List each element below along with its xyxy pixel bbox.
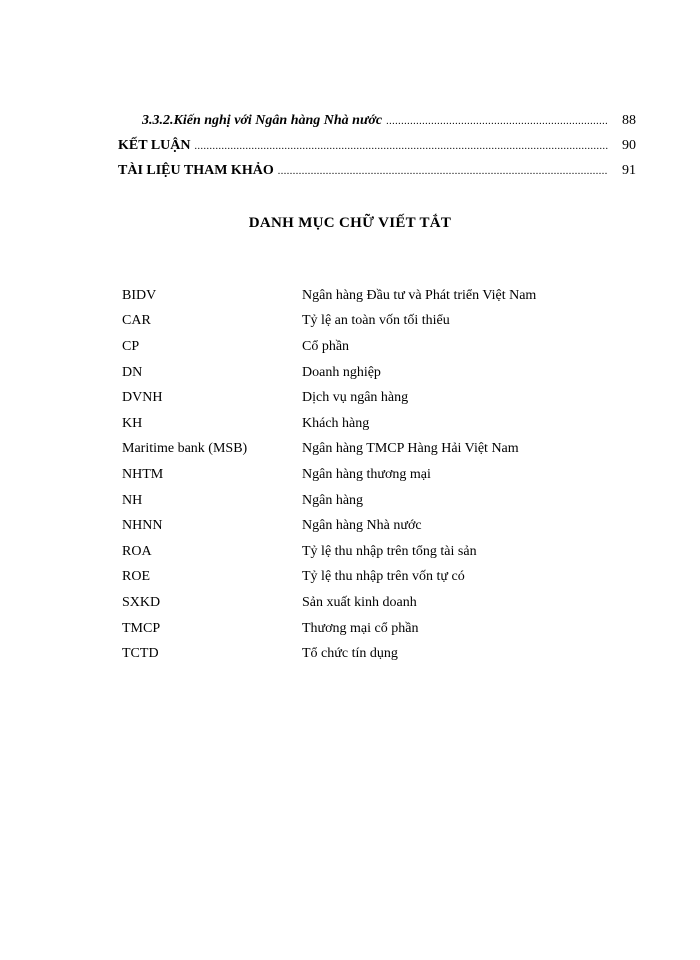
abbreviation-term: DVNH	[122, 390, 163, 406]
abbreviation-term: ROE	[122, 569, 150, 585]
abbreviation-term: NH	[122, 492, 143, 508]
abbreviation-row	[122, 641, 622, 667]
toc-page-number: 91	[622, 163, 636, 178]
abbreviation-meaning: Cổ phần	[302, 338, 350, 354]
abbreviation-term: CAR	[122, 313, 151, 329]
section-heading: DANH MỤC CHỮ VIẾT TẮT	[248, 215, 452, 231]
abbreviation-row	[122, 539, 622, 565]
toc-page-number: 90	[622, 138, 636, 153]
abbreviation-row	[122, 590, 622, 616]
abbreviation-meaning: Sản xuất kinh doanh	[302, 594, 417, 610]
toc-dot-leader	[278, 166, 608, 177]
abbreviation-row	[122, 283, 622, 309]
abbreviation-list	[122, 283, 622, 667]
abbreviation-row	[122, 513, 622, 539]
toc-entry-label: TÀI LIỆU THAM KHẢO	[118, 163, 274, 178]
toc-dot-leader	[386, 116, 608, 127]
abbreviation-meaning: Ngân hàng TMCP Hàng Hải Việt Nam	[302, 441, 519, 457]
abbreviation-row	[122, 360, 622, 386]
abbreviation-term: KH	[122, 415, 143, 431]
abbreviation-term: ROA	[122, 543, 152, 559]
toc-dot-leader	[194, 141, 608, 152]
abbreviation-row	[122, 565, 622, 591]
abbreviation-term: TCTD	[122, 646, 159, 662]
abbreviation-meaning: Tỷ lệ an toàn vốn tối thiểu	[302, 313, 450, 329]
abbreviation-meaning: Ngân hàng	[302, 492, 364, 508]
abbreviation-meaning: Tỷ lệ thu nhập trên tổng tài sản	[302, 543, 477, 559]
toc-entry-label: 3.3.2.Kiến nghị với Ngân hàng Nhà nước	[142, 113, 383, 128]
abbreviation-meaning: Ngân hàng Nhà nước	[302, 518, 422, 534]
abbreviation-row	[122, 488, 622, 514]
abbreviation-meaning: Tổ chức tín dụng	[302, 646, 398, 662]
abbreviation-term: TMCP	[122, 620, 161, 636]
abbreviation-meaning: Thương mại cổ phần	[302, 620, 419, 636]
abbreviation-meaning: Doanh nghiệp	[302, 364, 381, 380]
toc-page-number: 88	[622, 113, 636, 128]
abbreviation-row	[122, 309, 622, 335]
abbreviation-term: NHTM	[122, 466, 164, 482]
toc-entry-tai-lieu[interactable]	[118, 163, 636, 188]
abbreviation-row	[122, 385, 622, 411]
abbreviation-row	[122, 437, 622, 463]
abbreviation-meaning: Tỷ lệ thu nhập trên vốn tự có	[302, 569, 465, 585]
abbreviation-meaning: Ngân hàng Đầu tư và Phát triển Việt Nam	[302, 287, 537, 303]
toc-entry-label: KẾT LUẬN	[118, 138, 191, 153]
abbreviation-term: DN	[122, 364, 143, 380]
abbreviation-term: BIDV	[122, 287, 157, 303]
abbreviation-meaning: Khách hàng	[302, 415, 370, 431]
abbreviation-meaning: Ngân hàng thương mại	[302, 466, 431, 482]
table-of-contents	[118, 113, 636, 188]
abbreviation-row	[122, 616, 622, 642]
abbreviation-term: SXKD	[122, 594, 161, 610]
abbreviation-term: CP	[122, 338, 140, 354]
abbreviation-term: NHNN	[122, 518, 163, 534]
toc-entry-kien-nghi[interactable]	[118, 113, 636, 138]
abbreviation-term: Maritime bank (MSB)	[122, 441, 248, 457]
abbreviation-meaning: Dịch vụ ngân hàng	[302, 390, 409, 406]
toc-entry-ket-luan[interactable]	[118, 138, 636, 163]
abbreviation-row	[122, 411, 622, 437]
abbreviation-row	[122, 462, 622, 488]
abbreviation-row	[122, 334, 622, 360]
